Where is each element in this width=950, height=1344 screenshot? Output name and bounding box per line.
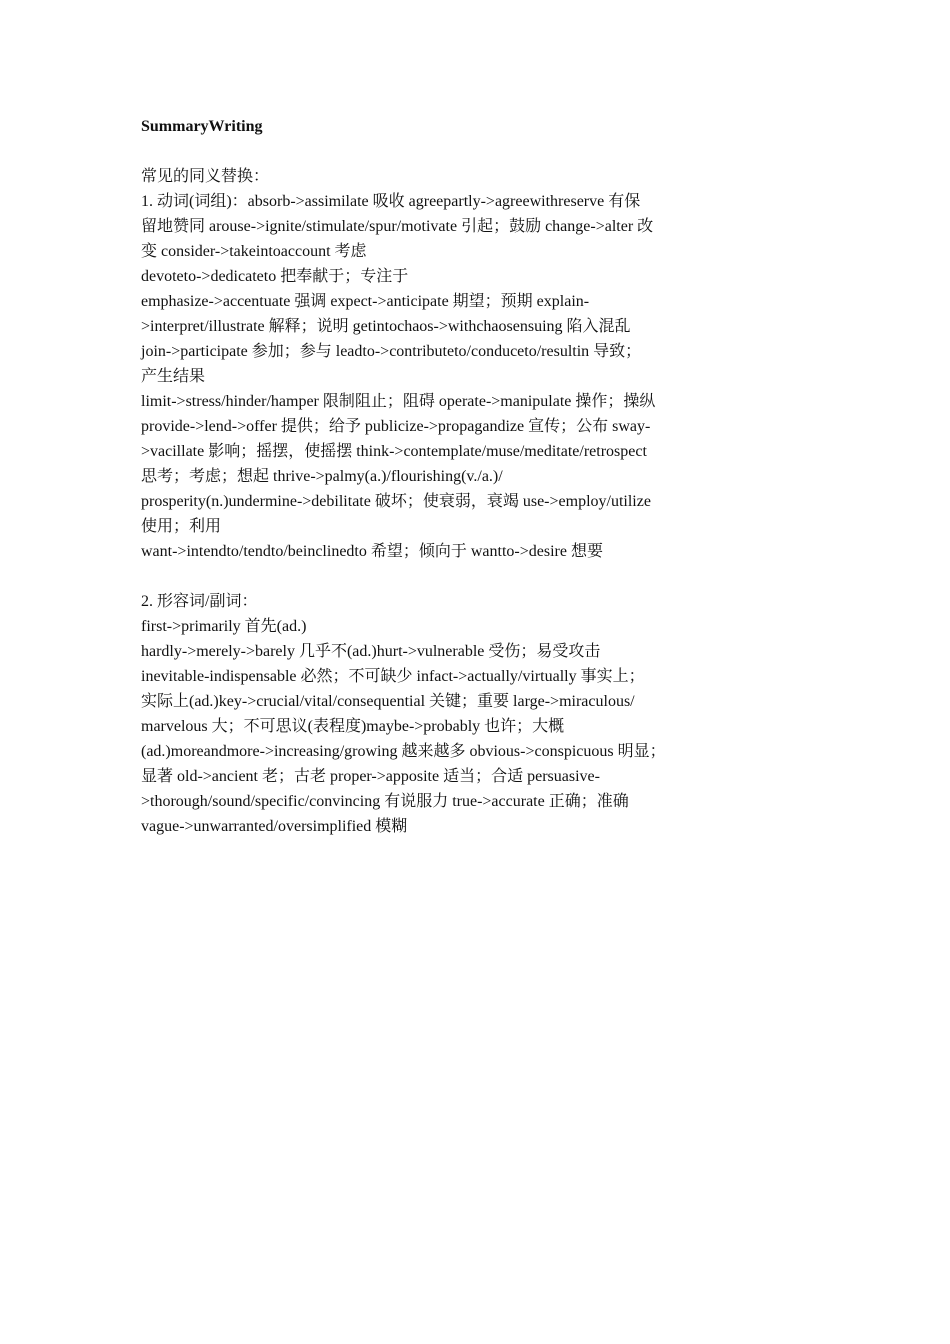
section1-line: 使用；利用	[141, 518, 222, 535]
section1-line: 留地赞同 arouse->ignite/stimulate/spur/motivate 引起；鼓励 change->alter 改	[141, 218, 654, 235]
document-page	[141, 114, 689, 839]
section1-line: 变 consider->takeintoaccount 考虑	[141, 243, 367, 260]
paragraph-spacer	[141, 564, 689, 589]
section2-line: marvelous 大；不可思议(表程度)maybe->probably 也许；大概	[141, 718, 565, 735]
section1-line: >interpret/illustrate 解释；说明 getintochaos->withchaosensuing 陷入混乱	[141, 318, 631, 335]
section1-line: 产生结果	[141, 368, 206, 385]
section2-line: >thorough/sound/specific/convincing 有说服力 true->accurate 正确；准确	[141, 793, 629, 810]
section2-line: (ad.)moreandmore->increasing/growing 越来越多 obvious->conspicuous 明显；	[141, 743, 666, 760]
section2-line: 实际上(ad.)key->crucial/vital/consequential 关键；重要 large->miraculous/	[141, 693, 635, 710]
section1-line: want->intendto/tendto/beinclinedto 希望；倾向于 wantto->desire 想要	[141, 543, 603, 560]
section2-line: hardly->merely->barely 几乎不(ad.)hurt->vulnerable 受伤；易受攻击	[141, 643, 601, 660]
document-title: SummaryWriting	[141, 118, 263, 135]
section1-line: limit->stress/hinder/hamper 限制阻止；阻碍 operate->manipulate 操作；操纵	[141, 393, 656, 410]
section-adjectives-adverbs	[141, 589, 689, 839]
section1-line: prosperity(n.)undermine->debilitate 破坏；使衰弱，衰竭 use->employ/utilize	[141, 493, 651, 510]
section1-line: 思考；考虑；想起 thrive->palmy(a.)/flourishing(v./a.)/	[141, 468, 503, 485]
section2-line: 2. 形容词/副词：	[141, 593, 258, 610]
intro-line: 常见的同义替换：	[141, 168, 270, 185]
section1-line: >vacillate 影响；摇摆，使摇摆 think->contemplate/muse/meditate/retrospect	[141, 443, 647, 460]
section2-line: 显著 old->ancient 老；古老 proper->apposite 适当；合适 persuasive-	[141, 768, 600, 785]
section2-line: first->primarily 首先(ad.)	[141, 618, 307, 635]
section2-line: vague->unwarranted/oversimplified 模糊	[141, 818, 408, 835]
section2-line: inevitable-indispensable 必然；不可缺少 infact->actually/virtually 事实上；	[141, 668, 645, 685]
section-verbs	[141, 189, 689, 564]
section1-line: provide->lend->offer 提供；给予 publicize->propagandize 宣传；公布 sway-	[141, 418, 651, 435]
section1-line: devoteto->dedicateto 把奉献于；专注于	[141, 268, 409, 285]
section1-line: emphasize->accentuate 强调 expect->anticipate 期望；预期 explain-	[141, 293, 590, 310]
section1-line: 1. 动词(词组)：absorb->assimilate 吸收 agreepartly->agreewithreserve 有保	[141, 193, 641, 210]
section1-line: join->participate 参加；参与 leadto->contributeto/conduceto/resultin 导致；	[141, 343, 642, 360]
